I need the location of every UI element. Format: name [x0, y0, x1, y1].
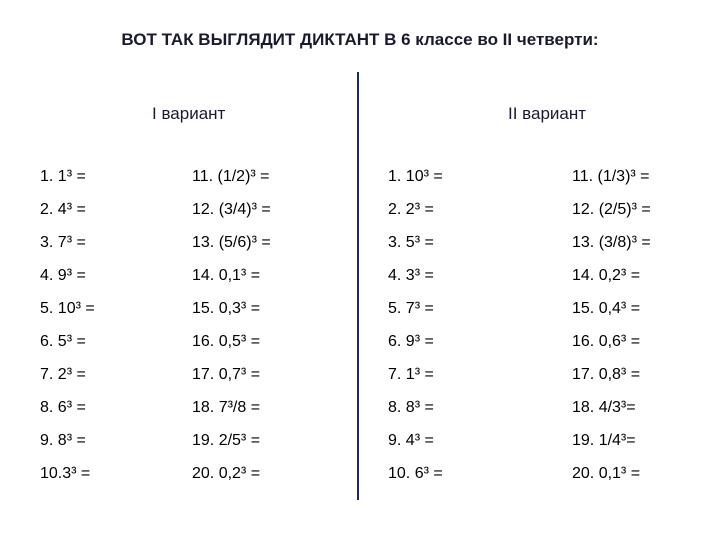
problem-item: 5. 7³ = [388, 300, 434, 317]
variant-1-column-a [40, 168, 95, 498]
problem-item: 12. (2/5)³ = [572, 201, 651, 218]
problem-item: 20. 0,1³ = [572, 465, 641, 482]
problem-item: 9. 8³ = [40, 432, 86, 449]
problem-item: 10.3³ = [40, 465, 91, 482]
problem-item: 16. 0,6³ = [572, 333, 641, 350]
problem-item: 13. (3/8)³ = [572, 234, 651, 251]
problem-item: 1. 1³ = [40, 168, 86, 185]
problem-item: 13. (5/6)³ = [192, 234, 271, 251]
variant-1-column-b [192, 168, 271, 498]
problem-item: 10. 6³ = [388, 465, 443, 482]
problem-item: 12. (3/4)³ = [192, 201, 271, 218]
variant-2-column-b [572, 168, 651, 498]
problem-item: 11. (1/3)³ = [572, 168, 650, 185]
problem-item: 3. 5³ = [388, 234, 434, 251]
variant-2-column-a [388, 168, 443, 498]
problem-item: 5. 10³ = [40, 300, 95, 317]
problem-item: 17. 0,8³ = [572, 366, 641, 383]
problem-item: 6. 5³ = [40, 333, 86, 350]
problem-item: 4. 3³ = [388, 267, 434, 284]
variant-1-heading: I вариант [152, 104, 226, 123]
problem-item: 16. 0,5³ = [192, 333, 261, 350]
problem-item: 2. 2³ = [388, 201, 434, 218]
problem-item: 4. 9³ = [40, 267, 86, 284]
problem-item: 9. 4³ = [388, 432, 434, 449]
problem-item: 8. 6³ = [40, 399, 86, 416]
problem-item: 15. 0,3³ = [192, 300, 261, 317]
problem-item: 18. 7³/8 = [192, 399, 261, 416]
problem-item: 7. 1³ = [388, 366, 434, 383]
problem-item: 18. 4/3³= [572, 399, 636, 416]
variant-2-heading: II вариант [508, 104, 587, 123]
problem-item: 2. 4³ = [40, 201, 86, 218]
problem-item: 17. 0,7³ = [192, 366, 261, 383]
problem-item: 7. 2³ = [40, 366, 86, 383]
problem-item: 20. 0,2³ = [192, 465, 261, 482]
page-title: ВОТ ТАК ВЫГЛЯДИТ ДИКТАНТ В 6 классе во II четверти: [121, 30, 599, 49]
column-divider [357, 72, 359, 500]
problem-item: 15. 0,4³ = [572, 300, 641, 317]
problem-item: 3. 7³ = [40, 234, 86, 251]
problem-item: 1. 10³ = [388, 168, 443, 185]
problem-item: 19. 2/5³ = [192, 432, 261, 449]
problem-item: 14. 0,2³ = [572, 267, 641, 284]
problem-item: 14. 0,1³ = [192, 267, 261, 284]
problem-item: 6. 9³ = [388, 333, 434, 350]
problem-item: 11. (1/2)³ = [192, 168, 270, 185]
problem-item: 19. 1/4³= [572, 432, 636, 449]
problem-item: 8. 8³ = [388, 399, 434, 416]
